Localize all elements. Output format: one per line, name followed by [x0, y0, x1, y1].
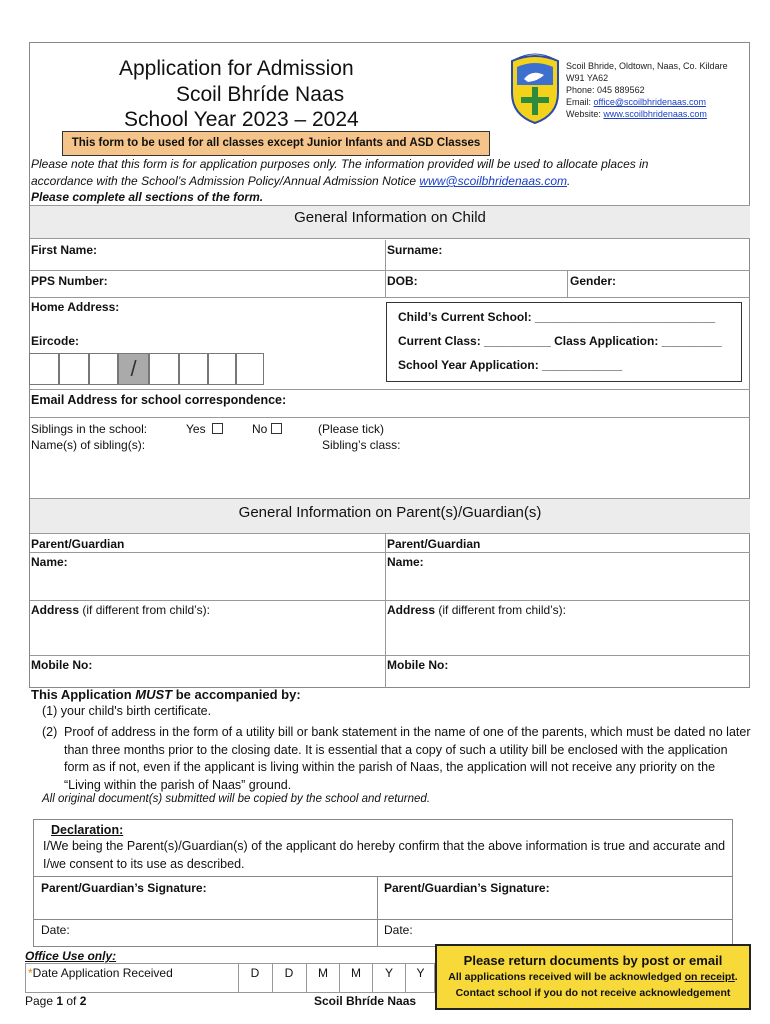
pps-label: PPS Number:: [31, 274, 108, 288]
siblings-no-option[interactable]: [252, 422, 282, 436]
originals-note: All original document(s) submitted will be copied by the school and returned.: [42, 793, 431, 805]
intro-line-2-text: accordance with the School’s Admission Policy/Annual Admission Notice: [31, 174, 420, 188]
pg1-name-label: Name:: [31, 555, 68, 569]
pg1-address-bold: Address: [31, 603, 80, 617]
return-line-1: Please return documents by post or email: [463, 953, 723, 968]
intro-line-2-end: .: [567, 174, 571, 188]
parent-section-heading: General Information on Parent(s)/Guardian(s): [30, 498, 750, 534]
school-name-title: Scoil Bhríde Naas: [176, 83, 345, 106]
intro-email-link[interactable]: www@scoilbhridenaas.com: [419, 174, 567, 188]
contact-email-label: Email:: [566, 97, 594, 107]
date-cell-d2[interactable]: D: [272, 963, 305, 993]
return-line-2: [437, 971, 749, 983]
return-line-2-end: .: [734, 971, 738, 983]
school-crest-logo: [508, 53, 562, 125]
signature-2-label: Parent/Guardian’s Signature:: [384, 881, 550, 895]
school-year-title: School Year 2023 – 2024: [124, 108, 359, 131]
page-title: Application for Admission: [119, 57, 354, 80]
date-cell-d1[interactable]: D: [238, 963, 271, 993]
pg1-heading: Parent/Guardian: [31, 537, 125, 551]
dob-label: DOB:: [387, 274, 418, 288]
eircode-label: Eircode:: [31, 334, 80, 348]
eircode-cell[interactable]: [59, 353, 89, 385]
gender-label: Gender:: [570, 274, 617, 288]
please-tick-note: (Please tick): [318, 422, 385, 436]
date-cell-y1[interactable]: Y: [372, 963, 405, 993]
divider: [30, 600, 750, 601]
contact-email-link[interactable]: office@scoilbhridenaas.com: [593, 97, 707, 107]
eircode-separator: /: [118, 353, 149, 385]
usage-banner: This form to be used for all classes except Junior Infants and ASD Classes: [62, 131, 490, 156]
intro-line-1: Please note that this form is for application purposes only. The information provided will be used to allocate places in: [31, 157, 649, 171]
eircode-cell[interactable]: [179, 353, 208, 385]
requirement-item-2: Proof of address in the form of a utility bill or bank statement in the name of one of the parents, which must be dated no later than three months prior to the closing date. It is essential that a copy of such a utility bill be enclosed with the application form as if not, even if the applicant is living within the parish of Naas, the application will not receive any priority on the “Living within the parish of Naas” ground.: [64, 725, 751, 792]
divider: [33, 919, 733, 920]
pg1-mobile-label: Mobile No:: [31, 658, 93, 672]
pg1-address-rest: (if different from child’s):: [79, 603, 210, 617]
page-total: 2: [79, 994, 87, 1008]
intro-line-2: [31, 174, 570, 188]
return-line-2-underline: on receipt: [684, 971, 735, 983]
yes-checkbox[interactable]: [212, 423, 223, 434]
date-cell-y2[interactable]: Y: [405, 963, 435, 993]
page-pre: Page: [25, 994, 57, 1008]
date-1-label: Date:: [41, 923, 70, 937]
home-address-label: Home Address:: [31, 300, 120, 314]
divider: [30, 389, 750, 390]
divider: [567, 270, 568, 298]
divider: [377, 876, 378, 946]
contact-website-label: Website:: [566, 109, 604, 119]
eircode-cell[interactable]: [149, 353, 179, 385]
requirements-heading-post: be accompanied by:: [172, 687, 301, 702]
return-documents-box: [435, 944, 751, 1010]
pg2-address-rest: (if different from child’s):: [435, 603, 566, 617]
divider: [30, 417, 750, 418]
current-class-field[interactable]: Current Class: __________ Class Application: _________: [398, 334, 722, 348]
divider: [385, 534, 386, 688]
return-line-3: Contact school if you do not receive acknowledgement: [455, 987, 731, 999]
first-name-label: First Name:: [31, 243, 98, 257]
date-2-label: Date:: [384, 923, 413, 937]
contact-address: Scoil Bhride, Oldtown, Naas, Co. Kildare: [566, 61, 728, 71]
pg2-name-label: Name:: [387, 555, 424, 569]
date-cell-m2[interactable]: M: [339, 963, 372, 993]
page-number: [25, 994, 86, 1008]
divider: [30, 270, 750, 271]
eircode-cell[interactable]: [208, 353, 236, 385]
divider: [30, 655, 750, 656]
requirement-item-1: (1) your child's birth certificate.: [42, 704, 212, 718]
pg2-address-bold: Address: [387, 603, 436, 617]
eircode-cell[interactable]: [29, 353, 59, 385]
no-checkbox[interactable]: [271, 423, 282, 434]
contact-phone: Phone: 045 889562: [566, 85, 645, 95]
child-section-heading: General Information on Child: [30, 205, 750, 239]
siblings-label: Siblings in the school:: [31, 422, 148, 436]
siblings-yes-option[interactable]: [186, 422, 223, 436]
surname-label: Surname:: [387, 243, 443, 257]
requirements-heading: [31, 687, 301, 702]
yes-label: Yes: [186, 422, 206, 436]
date-cell-m1[interactable]: M: [306, 963, 339, 993]
eircode-cell[interactable]: [236, 353, 264, 385]
intro-line-3: Please complete all sections of the form.: [31, 190, 264, 204]
date-received-label: [28, 966, 173, 980]
declaration-text: I/We being the Parent(s)/Guardian(s) of the applicant do hereby confirm that the above information is true and accurate and I/we consent to its use as described.: [43, 839, 726, 871]
sibling-names-label: Name(s) of sibling(s):: [31, 438, 146, 452]
pg1-address-label: [31, 603, 210, 617]
page-mid: of: [63, 994, 80, 1008]
declaration-heading: Declaration:: [51, 823, 124, 837]
requirements-must: MUST: [135, 687, 173, 702]
return-line-2-text: All applications received will be acknowledged: [448, 971, 685, 983]
asterisk: *: [28, 966, 33, 980]
office-use-heading: Office Use only:: [25, 949, 117, 963]
divider: [30, 297, 750, 298]
school-year-application-field[interactable]: School Year Application: ____________: [398, 358, 623, 372]
no-label: No: [252, 422, 268, 436]
pg2-heading: Parent/Guardian: [387, 537, 481, 551]
email-label: Email Address for school correspondence:: [31, 393, 287, 407]
signature-1-label: Parent/Guardian’s Signature:: [41, 881, 207, 895]
current-school-field[interactable]: Child’s Current School: ___________________________: [398, 310, 716, 324]
sibling-class-label: Sibling’s class:: [322, 438, 401, 452]
divider: [30, 552, 750, 553]
divider: [385, 240, 386, 298]
requirements-heading-pre: This Application: [31, 687, 136, 702]
requirement-item-2-num: (2): [42, 725, 58, 739]
divider: [33, 876, 733, 877]
eircode-cell[interactable]: [89, 353, 118, 385]
pg2-mobile-label: Mobile No:: [387, 658, 449, 672]
page-current: 1: [56, 994, 64, 1008]
footer-school-name: Scoil Bhríde Naas: [314, 994, 417, 1008]
date-received-text: Date Application Received: [32, 966, 173, 980]
contact-eircode: W91 YA62: [566, 73, 609, 83]
school-contact: [566, 60, 728, 120]
contact-website-link[interactable]: www.scoilbhridenaas.com: [603, 109, 707, 119]
pg2-address-label: [387, 603, 566, 617]
